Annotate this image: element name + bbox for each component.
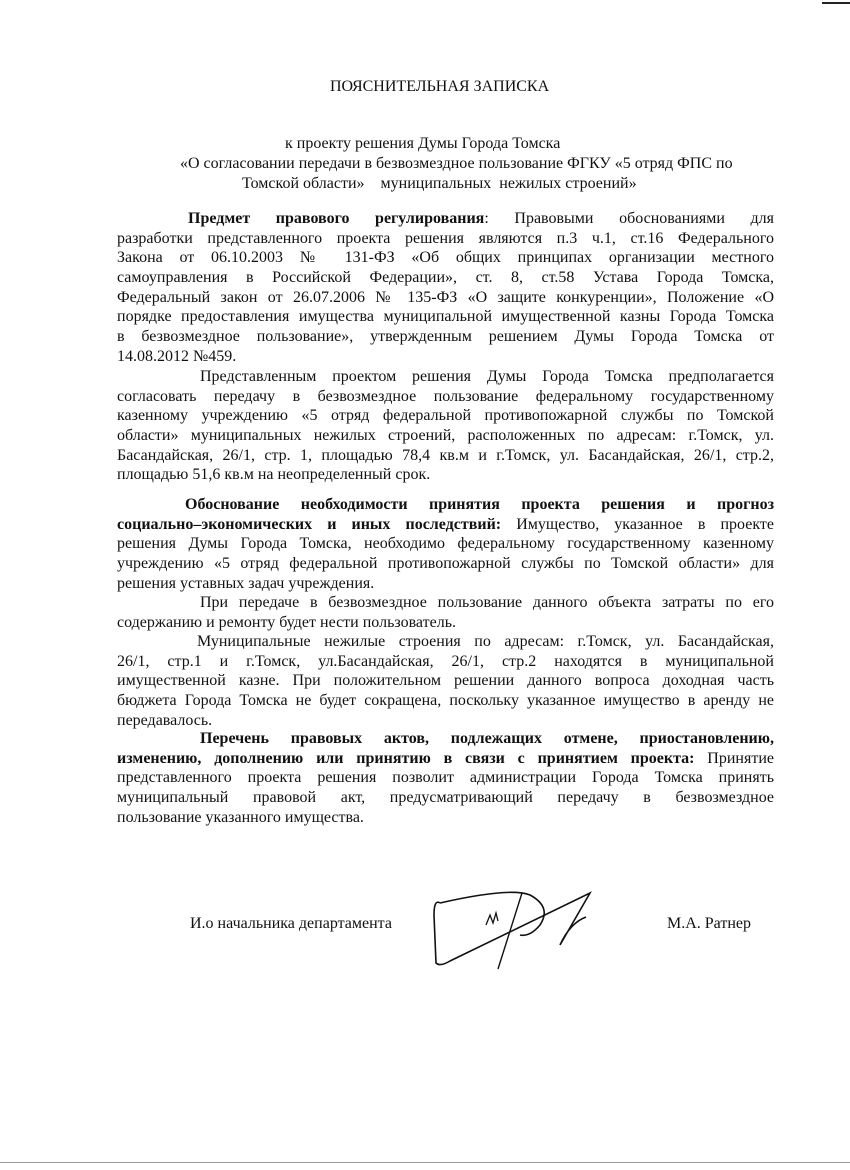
body-text: передавалось.	[117, 711, 213, 729]
body-text: бюджета Города Томска не будет сокращена, поскольку указанное имущество в аренду не	[117, 692, 774, 710]
text-line	[117, 534, 774, 554]
text-line	[117, 593, 774, 613]
body-text: решения Думы Города Томска, необходимо федеральному государственному казенному	[117, 535, 774, 553]
body-text: содержанию и ремонту будет нести пользователь.	[117, 613, 456, 631]
text-line	[117, 327, 774, 347]
subtitle-line-2: «О согласовании передачи в безвозмездное пользование ФГКУ «5 отряд ФПС по	[180, 155, 733, 172]
bold-heading-text: Обоснование необходимости принятия проекта решения и прогноз	[185, 496, 774, 513]
body-text: Муниципальные нежилые строения по адресам: г.Томск, ул. Басандайская,	[197, 633, 774, 650]
text-line	[117, 554, 774, 574]
text-line	[117, 729, 774, 749]
body-text: представленного проекта решения позволит администрации Города Томска принять	[117, 769, 774, 787]
text-line	[117, 426, 774, 446]
text-line	[117, 691, 774, 711]
paragraph-costs	[117, 593, 774, 632]
body-text: 26/1, стр.1 и г.Томск, ул.Басандайская, 26/1, стр.2 находятся в муниципальной	[117, 652, 774, 670]
body-text: пользование указанного имущества.	[117, 808, 364, 826]
subtitle-line-1: к проекту решения Думы Города Томска	[285, 135, 561, 152]
text-line	[117, 808, 774, 828]
text-line	[117, 367, 774, 387]
text-line	[117, 711, 774, 731]
body-text: области» муниципальных нежилых строений, расположенных по адресам: г.Томск, ул.	[117, 427, 774, 445]
text-line	[117, 613, 774, 633]
body-text: : Правовыми обоснованиями для	[484, 210, 774, 227]
body-text: муниципальный правовой акт, предусматривающий передачу в безвозмездное	[117, 789, 774, 807]
text-line	[117, 209, 774, 229]
paragraph-subject	[117, 209, 774, 367]
body-text: площадью 51,6 кв.м на неопределенный срок.	[117, 466, 431, 484]
text-line	[117, 515, 774, 535]
text-line	[117, 671, 774, 691]
paragraph-justification	[117, 495, 774, 593]
body-text: Представленным проектом решения Думы Города Томска предполагается	[200, 368, 774, 385]
paragraph-proposal	[117, 367, 774, 485]
scan-mark	[822, 2, 850, 4]
body-text: казенному учреждению «5 отряд федеральной противопожарной службы по Томской	[117, 407, 774, 425]
signatory-name: М.А. Ратнер	[667, 915, 752, 932]
text-line	[117, 495, 774, 515]
text-line	[117, 307, 774, 327]
scan-edge-line	[0, 1162, 850, 1163]
body-text: Имущество, указанное в проекте	[501, 515, 774, 533]
body-text: разработки представленного проекта решения являются п.3 ч.1, ст.16 Федерального	[117, 229, 774, 247]
text-line	[117, 768, 774, 788]
text-line	[117, 632, 774, 652]
text-line	[117, 406, 774, 426]
body-text: Закона от 06.10.2003 № 131-ФЗ «Об общих принципах организации местного	[117, 249, 774, 267]
body-text: Принятие	[694, 749, 774, 767]
body-text: Федеральный закон от 26.07.2006 № 135-ФЗ «О защите конкуренции», Положение «О	[117, 288, 774, 306]
body-text: в безвозмездное пользование», утвержденным решением Думы Города Томска от	[117, 328, 774, 346]
text-line	[117, 288, 774, 308]
text-line	[117, 229, 774, 249]
document-title: ПОЯСНИТЕЛЬНАЯ ЗАПИСКА	[330, 78, 550, 95]
bold-heading-text: Перечень правовых актов, подлежащих отмене, приостановлению,	[200, 730, 774, 747]
body-text: решения уставных задач учреждения.	[117, 574, 375, 592]
body-text: учреждению «5 отряд федеральной противопожарной службы по Томской области» для	[117, 555, 774, 573]
body-text: 14.08.2012 №459.	[117, 347, 237, 365]
bold-heading-text: изменению, дополнению или принятию в связи с принятием проекта:	[117, 749, 695, 767]
bold-heading-text: Предмет правового регулирования	[188, 210, 485, 227]
text-line	[117, 347, 774, 367]
text-line	[117, 574, 774, 594]
text-line	[117, 749, 774, 769]
body-text: порядке предоставления имущества муниципальной имущественной казны Города Томска	[117, 308, 774, 326]
text-line	[117, 446, 774, 466]
text-line	[117, 465, 774, 485]
signatory-position: И.о начальника департамента	[190, 915, 392, 932]
paragraph-property	[117, 632, 774, 730]
text-line	[117, 652, 774, 672]
body-text: самоуправления в Российской Федерации», ст. 8, ст.58 Устава Города Томска,	[117, 269, 774, 287]
paragraph-legal-acts	[117, 729, 774, 827]
bold-heading-text: социально–экономических и иных последствий:	[117, 515, 502, 533]
text-line	[117, 268, 774, 288]
body-text: Басандайская, 26/1, стр. 1, площадью 78,4 кв.м и г.Томск, ул. Басандайская, 26/1, стр.2,	[117, 446, 774, 464]
subtitle-line-3: Томской области» муниципальных нежилых строений»	[242, 175, 637, 192]
body-text: имущественной казне. При положительном решении данного вопроса доходная часть	[117, 672, 774, 690]
text-line	[117, 248, 774, 268]
handwritten-signature	[390, 885, 600, 975]
text-line	[117, 387, 774, 407]
body-text: согласовать передачу в безвозмездное пользование федеральному государственному	[117, 387, 774, 405]
body-text: При передаче в безвозмездное пользование данного объекта затраты по его	[200, 594, 774, 611]
text-line	[117, 788, 774, 808]
